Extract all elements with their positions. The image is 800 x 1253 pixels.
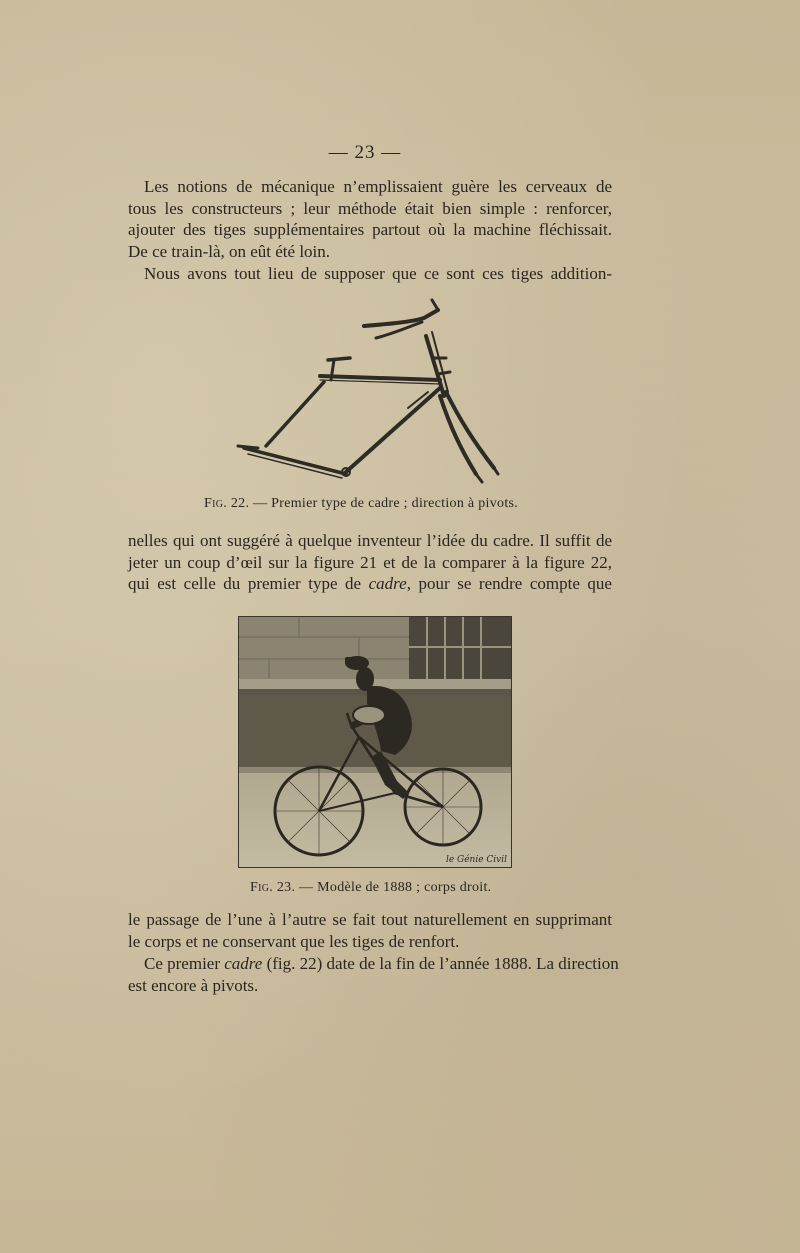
text-span: (fig. 22) date de la fin de l’année 1888. La direction	[262, 954, 619, 973]
page-number: — 23 —	[328, 142, 402, 163]
caption-text: 23. — Modèle de 1888 ; corps droit.	[273, 880, 492, 895]
text-line	[128, 953, 619, 975]
text-line: Nous avons tout lieu de supposer que ce sont ces tiges addition-	[144, 264, 612, 283]
figure-23-caption	[250, 880, 491, 896]
paragraph-mechanics	[128, 176, 612, 262]
text-span: qui est celle du premier type de	[128, 574, 369, 593]
text-line: Les notions de mécanique n’emplissaient guère les cerveaux de	[144, 177, 612, 196]
paragraph-first-cadre-date	[128, 953, 619, 996]
text-line: le corps et ne conservant que les tiges de renfort.	[128, 931, 460, 951]
text-line: ajouter des tiges supplémentaires partout où la machine fléchissait.	[128, 220, 612, 239]
figure-22-caption	[204, 496, 518, 512]
figure-22-frame-illustration	[228, 296, 508, 488]
text-span: Ce premier	[144, 954, 225, 973]
italic-term: cadre	[224, 954, 263, 973]
paragraph-supposition	[128, 263, 612, 285]
text-line: tous les constructeurs ; leur méthode était bien simple : renforcer,	[128, 198, 612, 218]
figure-23-photograph	[238, 616, 512, 868]
paragraph-passage	[128, 909, 612, 952]
figure-label: Fig.	[204, 496, 228, 511]
cyclist-photo	[239, 617, 512, 868]
figure-label: Fig.	[250, 880, 274, 895]
photo-credit: le Génie Civil	[445, 855, 507, 865]
text-line: est encore à pivots.	[128, 975, 259, 995]
text-line: De ce train-là, on eût été loin.	[128, 241, 331, 261]
italic-term: cadre	[368, 574, 407, 593]
text-line: le passage de l’une à l’autre se fait tout naturellement en supprimant	[128, 910, 612, 929]
text-span: , pour se rendre compte que	[406, 574, 612, 593]
caption-text: 22. — Premier type de cadre ; direction à pivots.	[227, 496, 519, 511]
text-line: jeter un coup d’œil sur la figure 21 et de la comparer à la figure 22,	[128, 552, 612, 572]
text-line: nelles qui ont suggéré à quelque inventeur l’idée du cadre. Il suffit de	[128, 531, 612, 550]
paragraph-cadre-idea	[128, 530, 612, 595]
text-line	[128, 573, 612, 595]
